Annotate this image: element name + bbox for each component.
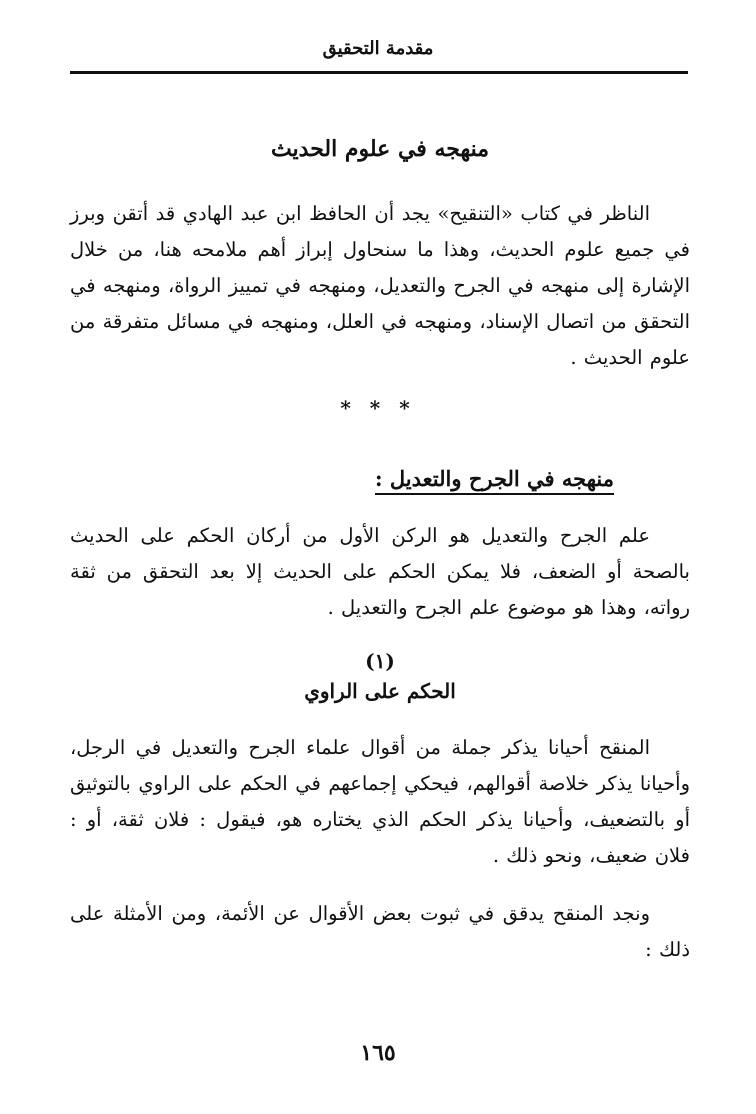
point-heading <box>70 646 690 706</box>
running-header: مقدمة التحقيق <box>322 38 434 59</box>
intro-paragraph: الناظر في كتاب «التنقيح» يجد أن الحافظ ابن عبد الهادي قد أتقن وبرز في جميع علوم الحديث، وهذا ما سنحاول إبراز أهم ملامحه هنا، من خلال الإشارة إلى منهجه في الجرح والتعديل، ومنهجه في تمييز الرواة، ومنهجه في التحقق من اتصال الإسناد، ومنهجه في العلل، ومنهجه في مسائل متفرقة من علوم الحديث . <box>70 202 690 369</box>
point-paragraph-1: المنقح أحيانا يذكر جملة من أقوال علماء الجرح والتعديل في الرجل، وأحيانا يذكر خلاصة أقوالهم، فيحكي إجماعهم في الحكم على الراوي بالتوثيق أو بالتضعيف، وأحيانا يذكر الحكم الذي يختاره هو، فيقول : فلان ثقة، أو : فلان ضعيف، ونحو ذلك . <box>70 736 690 867</box>
section-separator: * * * <box>340 396 416 420</box>
header-rule <box>70 71 688 74</box>
point-title: الحكم على الراوي <box>304 679 456 703</box>
point-number: (١) <box>365 649 395 673</box>
subsection-title: منهجه في الجرح والتعديل : <box>375 466 614 495</box>
page-number: ١٦٥ <box>360 1040 396 1066</box>
subsection-paragraph: علم الجرح والتعديل هو الركن الأول من أركان الحكم على الحديث بالصحة أو الضعف، فلا يمكن الحكم على الحديث إلا بعد التحقق من ثقة رواته، وهذا هو موضوع علم الجرح والتعديل . <box>70 524 690 619</box>
section-title: منهجه في علوم الحديث <box>270 136 490 162</box>
point-paragraph-2: ونجد المنقح يدقق في ثبوت بعض الأقوال عن الأئمة، ومن الأمثلة على ذلك : <box>70 902 690 961</box>
